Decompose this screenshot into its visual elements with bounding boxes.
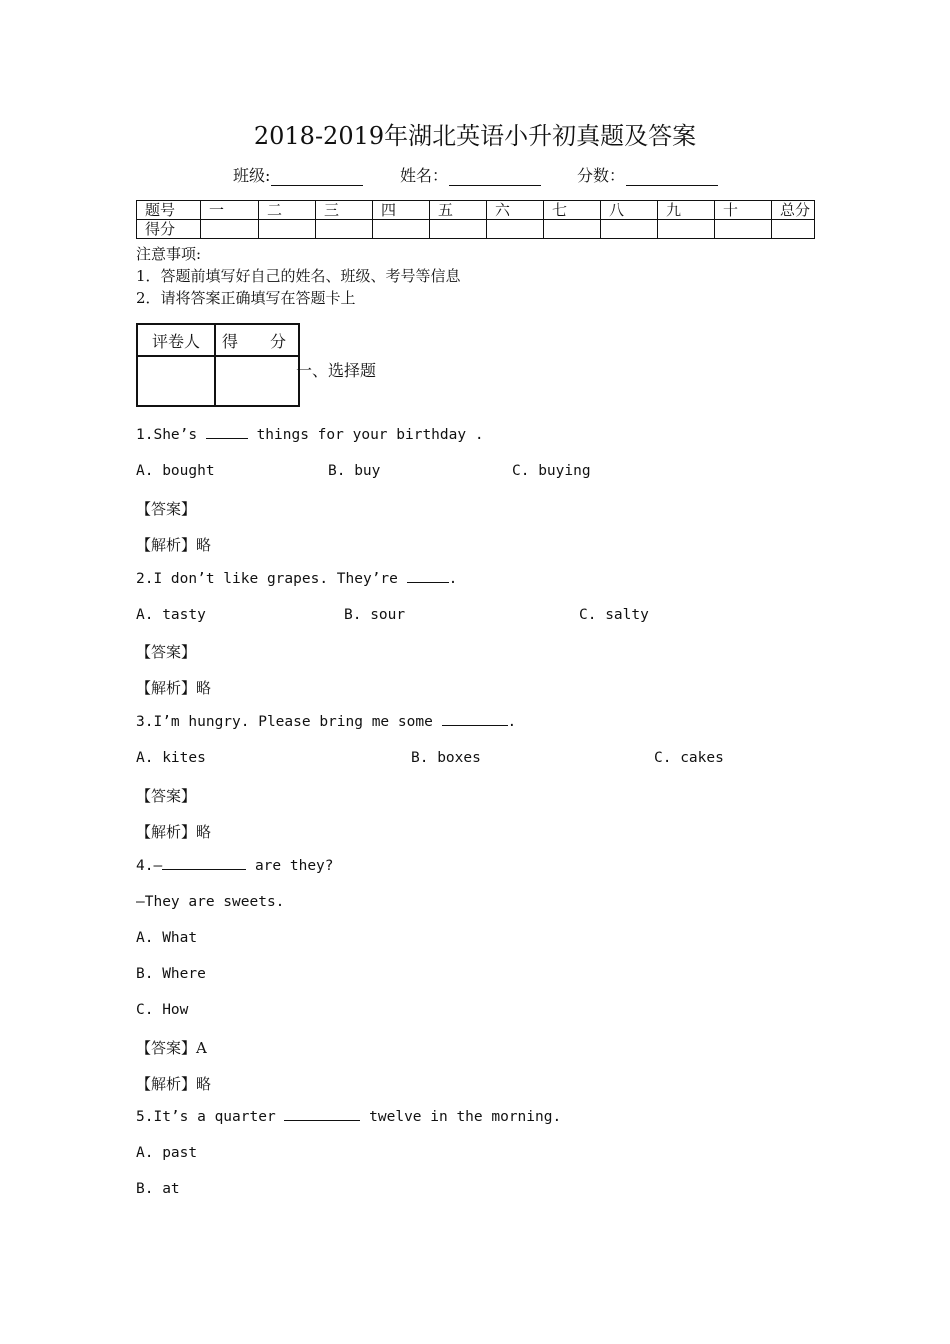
score-header-cell: 九 bbox=[658, 201, 715, 220]
question-text: 2.I don’t like grapes. They’re bbox=[136, 571, 398, 587]
option[interactable]: A. kites bbox=[136, 750, 206, 766]
score-cell[interactable] bbox=[201, 220, 259, 239]
question-text: . bbox=[507, 714, 517, 730]
question-text: 1.She’s bbox=[136, 427, 198, 443]
score-header-cell: 二 bbox=[259, 201, 316, 220]
analysis-label: 【解析】略 bbox=[136, 679, 212, 697]
option[interactable]: C. buying bbox=[512, 463, 591, 479]
score-blank[interactable] bbox=[626, 169, 718, 186]
option[interactable]: C. cakes bbox=[654, 750, 724, 766]
option[interactable]: C. How bbox=[136, 1002, 189, 1018]
answer-blank bbox=[284, 1119, 360, 1121]
option[interactable]: B. sour bbox=[344, 607, 406, 623]
answer-blank bbox=[407, 581, 449, 583]
analysis-label: 【解析】略 bbox=[136, 536, 212, 554]
option[interactable]: B. Where bbox=[136, 966, 206, 982]
score-cell[interactable] bbox=[430, 220, 487, 239]
answer-label: 【答案】 bbox=[136, 643, 197, 661]
option[interactable]: A. bought bbox=[136, 463, 215, 479]
grader-score-cell[interactable] bbox=[215, 356, 299, 406]
analysis-label: 【解析】略 bbox=[136, 1075, 212, 1093]
score-header-cell: 四 bbox=[373, 201, 430, 220]
score-header-cell: 三 bbox=[316, 201, 373, 220]
question-text: things for your birthday . bbox=[256, 427, 484, 443]
answer-label: 【答案】 bbox=[136, 500, 197, 518]
name-blank[interactable] bbox=[449, 169, 541, 186]
notes-item: 2．请将答案正确填写在答题卡上 bbox=[136, 289, 356, 307]
score-header-cell: 五 bbox=[430, 201, 487, 220]
name-label: 姓名： bbox=[400, 166, 449, 185]
option[interactable]: B. boxes bbox=[411, 750, 481, 766]
option[interactable]: B. buy bbox=[328, 463, 381, 479]
analysis-label: 【解析】略 bbox=[136, 823, 212, 841]
question-text: twelve in the morning. bbox=[369, 1109, 562, 1125]
question-text: are they? bbox=[254, 858, 334, 874]
score-header-cell: 八 bbox=[601, 201, 658, 220]
score-cell[interactable] bbox=[316, 220, 373, 239]
score-cell[interactable] bbox=[715, 220, 772, 239]
question-text: 3.I’m hungry. Please bring me some bbox=[136, 714, 433, 730]
class-blank[interactable] bbox=[271, 169, 363, 186]
question-text: . bbox=[448, 571, 458, 587]
question-line: —They are sweets. bbox=[136, 894, 285, 910]
reviewer-cell[interactable] bbox=[137, 356, 215, 406]
question-4 bbox=[136, 858, 334, 874]
question-2 bbox=[136, 571, 457, 587]
score-header-cell: 七 bbox=[544, 201, 601, 220]
answer-label: 【答案】 bbox=[136, 787, 197, 805]
option[interactable]: A. What bbox=[136, 930, 198, 946]
page-title: 2018-2019年湖北英语小升初真题及答案 bbox=[253, 122, 697, 150]
score-table-row bbox=[137, 220, 815, 239]
question-text: 4.— bbox=[136, 858, 163, 874]
score-header-cell: 六 bbox=[487, 201, 544, 220]
answer-blank bbox=[206, 437, 248, 439]
score-cell[interactable] bbox=[772, 220, 815, 239]
option[interactable]: B. at bbox=[136, 1181, 180, 1197]
question-5 bbox=[136, 1109, 561, 1125]
score-header-cell: 题号 bbox=[137, 201, 201, 220]
question-3 bbox=[136, 714, 516, 730]
notes-item: 1．答题前填写好自己的姓名、班级、考号等信息 bbox=[136, 267, 461, 285]
score-table-header bbox=[137, 201, 815, 220]
grader-score-label: 得 分 bbox=[215, 324, 299, 356]
question-text: 5.It’s a quarter bbox=[136, 1109, 276, 1125]
score-header-cell: 十 bbox=[715, 201, 772, 220]
option[interactable]: A. past bbox=[136, 1145, 198, 1161]
option[interactable]: C. salty bbox=[579, 607, 649, 623]
class-label: 班级: bbox=[233, 166, 271, 185]
score-row-label: 得分 bbox=[137, 220, 201, 239]
section-heading: 一、选择题 bbox=[296, 361, 377, 380]
answer-label: 【答案】A bbox=[136, 1039, 207, 1057]
class-field bbox=[233, 163, 363, 186]
answer-blank bbox=[442, 724, 508, 726]
score-header-cell: 总分 bbox=[772, 201, 815, 220]
option[interactable]: A. tasty bbox=[136, 607, 206, 623]
score-field bbox=[577, 163, 718, 186]
score-cell[interactable] bbox=[487, 220, 544, 239]
question-1 bbox=[136, 427, 484, 443]
answer-blank bbox=[162, 868, 246, 870]
score-cell[interactable] bbox=[544, 220, 601, 239]
notes-heading: 注意事项: bbox=[136, 245, 202, 263]
score-cell[interactable] bbox=[658, 220, 715, 239]
score-cell[interactable] bbox=[259, 220, 316, 239]
name-field bbox=[400, 163, 541, 186]
score-cell[interactable] bbox=[601, 220, 658, 239]
reviewer-label: 评卷人 bbox=[137, 324, 215, 356]
grader-box bbox=[136, 323, 300, 407]
score-header-cell: 一 bbox=[201, 201, 259, 220]
score-label: 分数： bbox=[577, 166, 626, 185]
score-table bbox=[136, 200, 815, 239]
score-cell[interactable] bbox=[373, 220, 430, 239]
